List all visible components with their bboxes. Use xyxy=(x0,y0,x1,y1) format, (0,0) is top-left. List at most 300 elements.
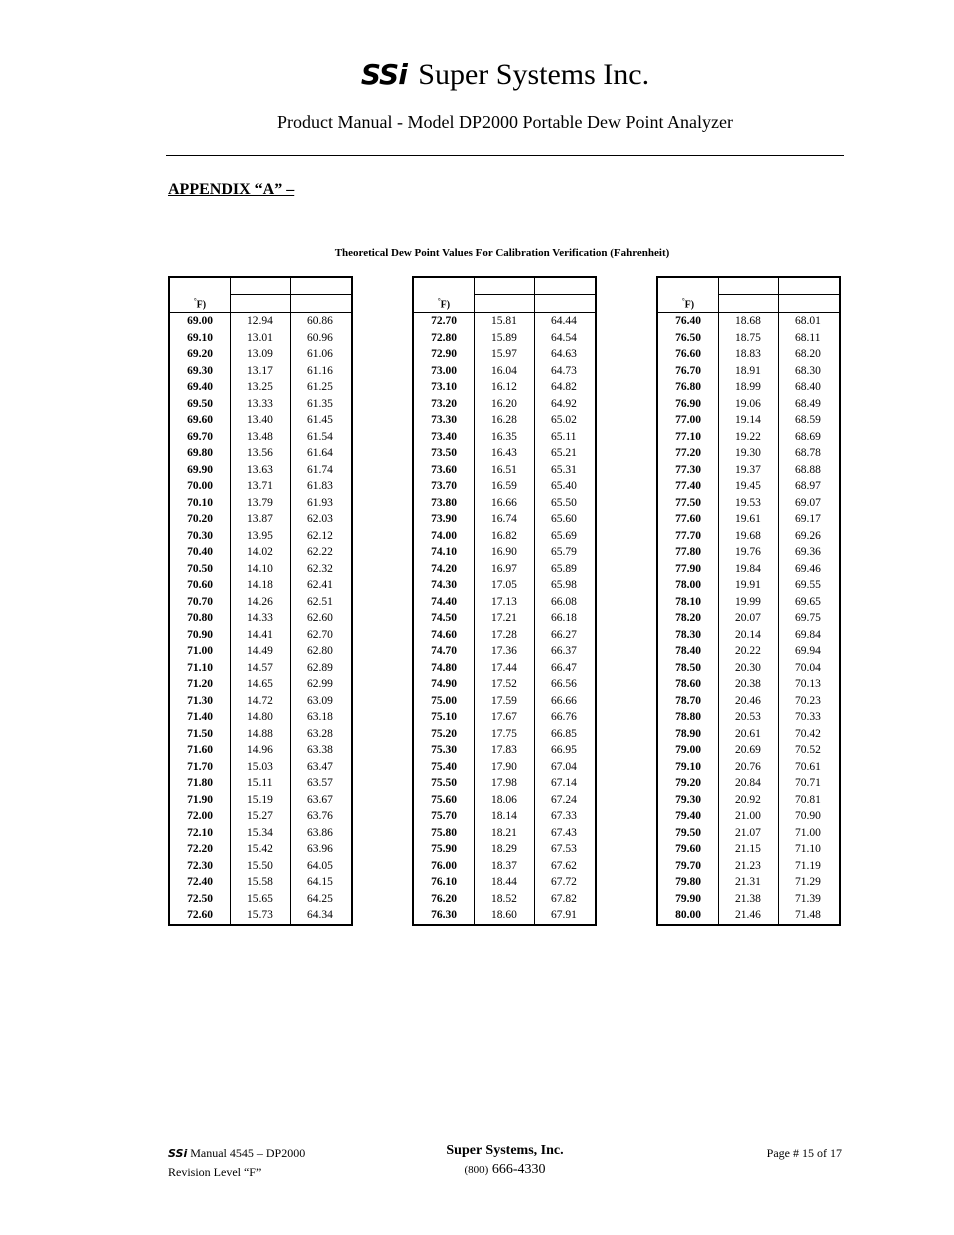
dew-point-cell: 14.18 xyxy=(231,577,291,594)
value-cell: 63.96 xyxy=(291,841,352,858)
table-row xyxy=(657,627,840,644)
value-cell: 68.49 xyxy=(779,396,840,413)
value-cell: 64.05 xyxy=(291,858,352,875)
value-cell: 63.09 xyxy=(291,693,352,710)
manual-number: Manual 4545 – DP2000 xyxy=(190,1146,306,1160)
dew-point-cell: 18.83 xyxy=(719,346,779,363)
temperature-cell: 78.60 xyxy=(657,676,719,693)
dew-point-cell: 17.67 xyxy=(475,709,535,726)
revision-level: Revision Level “F” xyxy=(168,1165,262,1179)
table-row xyxy=(657,396,840,413)
temperature-cell: 79.00 xyxy=(657,742,719,759)
temperature-cell: 70.80 xyxy=(169,610,231,627)
temperature-cell: 73.00 xyxy=(413,363,475,380)
temperature-cell: 78.10 xyxy=(657,594,719,611)
temperature-cell: 73.70 xyxy=(413,478,475,495)
temperature-cell: 72.30 xyxy=(169,858,231,875)
temperature-cell: 71.20 xyxy=(169,676,231,693)
table-row xyxy=(413,610,596,627)
table-row xyxy=(413,330,596,347)
value-cell: 67.62 xyxy=(535,858,596,875)
value-cell: 65.11 xyxy=(535,429,596,446)
dew-point-cell: 21.46 xyxy=(719,907,779,925)
value-cell: 65.89 xyxy=(535,561,596,578)
table-row xyxy=(413,709,596,726)
dew-point-cell: 18.75 xyxy=(719,330,779,347)
ssi-logo: SSi xyxy=(360,58,407,91)
value-cell: 60.86 xyxy=(291,313,352,330)
value-cell: 66.27 xyxy=(535,627,596,644)
value-cell: 71.39 xyxy=(779,891,840,908)
table-row xyxy=(169,792,352,809)
dew-point-cell: 15.19 xyxy=(231,792,291,809)
table-row xyxy=(169,874,352,891)
value-cell: 62.99 xyxy=(291,676,352,693)
dew-point-cell: 14.57 xyxy=(231,660,291,677)
table-row xyxy=(169,660,352,677)
temperature-cell: 70.00 xyxy=(169,478,231,495)
temperature-cell: 72.60 xyxy=(169,907,231,925)
temperature-cell: 69.90 xyxy=(169,462,231,479)
table-row xyxy=(657,363,840,380)
temperature-cell: 76.60 xyxy=(657,346,719,363)
table-row xyxy=(657,330,840,347)
temperature-cell: 76.00 xyxy=(413,858,475,875)
table-row xyxy=(169,412,352,429)
value-cell: 65.98 xyxy=(535,577,596,594)
table-row xyxy=(657,561,840,578)
value-cell: 62.60 xyxy=(291,610,352,627)
dew-point-cell: 20.14 xyxy=(719,627,779,644)
table-row xyxy=(169,429,352,446)
table-row xyxy=(657,528,840,545)
temperature-cell: 74.10 xyxy=(413,544,475,561)
temperature-cell: 76.30 xyxy=(413,907,475,925)
value-cell: 69.17 xyxy=(779,511,840,528)
temperature-cell: 75.10 xyxy=(413,709,475,726)
temperature-cell: 78.70 xyxy=(657,693,719,710)
value-cell: 61.74 xyxy=(291,462,352,479)
dew-point-cell: 19.91 xyxy=(719,577,779,594)
temp-column-header: °F) xyxy=(169,294,231,313)
temperature-cell: 70.90 xyxy=(169,627,231,644)
temperature-cell: 71.80 xyxy=(169,775,231,792)
value-cell: 63.18 xyxy=(291,709,352,726)
temperature-cell: 69.50 xyxy=(169,396,231,413)
table-row xyxy=(413,594,596,611)
value-cell: 64.44 xyxy=(535,313,596,330)
dew-point-cell: 18.44 xyxy=(475,874,535,891)
value-cell: 61.16 xyxy=(291,363,352,380)
temperature-cell: 73.40 xyxy=(413,429,475,446)
dew-point-cell: 13.63 xyxy=(231,462,291,479)
dew-point-cell: 20.69 xyxy=(719,742,779,759)
table-row xyxy=(657,742,840,759)
value-cell: 65.50 xyxy=(535,495,596,512)
table-row xyxy=(657,429,840,446)
value-cell: 62.80 xyxy=(291,643,352,660)
value-cell: 70.13 xyxy=(779,676,840,693)
value-cell: 62.03 xyxy=(291,511,352,528)
table-row xyxy=(657,891,840,908)
value-cell: 67.24 xyxy=(535,792,596,809)
value-cell: 69.75 xyxy=(779,610,840,627)
dew-point-cell: 20.38 xyxy=(719,676,779,693)
value-cell: 70.33 xyxy=(779,709,840,726)
dew-point-cell: 18.29 xyxy=(475,841,535,858)
table-row xyxy=(413,693,596,710)
table-row xyxy=(657,495,840,512)
value-cell: 63.28 xyxy=(291,726,352,743)
table-row xyxy=(657,346,840,363)
dew-point-cell: 17.98 xyxy=(475,775,535,792)
temperature-cell: 75.90 xyxy=(413,841,475,858)
temperature-cell: 77.80 xyxy=(657,544,719,561)
temperature-cell: 77.30 xyxy=(657,462,719,479)
value-cell: 67.33 xyxy=(535,808,596,825)
dew-point-cell: 18.99 xyxy=(719,379,779,396)
value-cell: 65.60 xyxy=(535,511,596,528)
value-cell: 68.78 xyxy=(779,445,840,462)
dew-point-cell: 19.45 xyxy=(719,478,779,495)
temperature-cell: 70.10 xyxy=(169,495,231,512)
dew-point-cell: 18.60 xyxy=(475,907,535,925)
temperature-cell: 74.00 xyxy=(413,528,475,545)
table-row xyxy=(169,808,352,825)
temperature-cell: 77.40 xyxy=(657,478,719,495)
temperature-cell: 73.80 xyxy=(413,495,475,512)
dew-point-cell: 13.17 xyxy=(231,363,291,380)
table-row xyxy=(657,676,840,693)
value-cell: 65.69 xyxy=(535,528,596,545)
dew-point-cell: 12.94 xyxy=(231,313,291,330)
table-row xyxy=(169,528,352,545)
dew-point-cell: 14.10 xyxy=(231,561,291,578)
temperature-cell: 72.10 xyxy=(169,825,231,842)
footer-company-info xyxy=(405,1141,605,1180)
table-row xyxy=(413,742,596,759)
value-cell: 65.79 xyxy=(535,544,596,561)
table-row xyxy=(169,627,352,644)
value-cell: 69.46 xyxy=(779,561,840,578)
temperature-cell: 69.80 xyxy=(169,445,231,462)
temperature-cell: 74.30 xyxy=(413,577,475,594)
table-row xyxy=(413,874,596,891)
value-cell: 66.47 xyxy=(535,660,596,677)
dew-point-cell: 20.30 xyxy=(719,660,779,677)
temperature-cell: 76.80 xyxy=(657,379,719,396)
table-row xyxy=(413,825,596,842)
table-row xyxy=(657,874,840,891)
value-cell: 65.02 xyxy=(535,412,596,429)
dew-point-cell: 21.31 xyxy=(719,874,779,891)
value-cell: 63.86 xyxy=(291,825,352,842)
temperature-cell: 74.60 xyxy=(413,627,475,644)
temperature-cell: 69.60 xyxy=(169,412,231,429)
value-cell: 69.84 xyxy=(779,627,840,644)
temperature-cell: 75.20 xyxy=(413,726,475,743)
value-cell: 71.29 xyxy=(779,874,840,891)
temperature-cell: 79.40 xyxy=(657,808,719,825)
footer-company-name: Super Systems, Inc. xyxy=(446,1143,564,1158)
temperature-cell: 79.20 xyxy=(657,775,719,792)
dew-point-cell: 21.38 xyxy=(719,891,779,908)
value-cell: 69.36 xyxy=(779,544,840,561)
dew-point-cell: 21.00 xyxy=(719,808,779,825)
value-cell: 61.45 xyxy=(291,412,352,429)
dew-point-cell: 19.99 xyxy=(719,594,779,611)
value-cell: 63.47 xyxy=(291,759,352,776)
value-cell: 61.83 xyxy=(291,478,352,495)
table-row xyxy=(169,561,352,578)
temperature-cell: 78.00 xyxy=(657,577,719,594)
temperature-cell: 75.70 xyxy=(413,808,475,825)
table-row xyxy=(169,313,352,330)
dew-point-cell: 17.52 xyxy=(475,676,535,693)
temperature-cell: 76.90 xyxy=(657,396,719,413)
value-cell: 66.56 xyxy=(535,676,596,693)
table-row xyxy=(657,709,840,726)
value-cell: 62.89 xyxy=(291,660,352,677)
table-row xyxy=(413,775,596,792)
value-cell: 67.72 xyxy=(535,874,596,891)
temperature-cell: 72.90 xyxy=(413,346,475,363)
value-cell: 63.67 xyxy=(291,792,352,809)
temperature-cell: 77.90 xyxy=(657,561,719,578)
value-cell: 66.08 xyxy=(535,594,596,611)
temperature-cell: 78.50 xyxy=(657,660,719,677)
temperature-cell: 70.60 xyxy=(169,577,231,594)
table-row xyxy=(413,676,596,693)
dew-point-cell: 18.68 xyxy=(719,313,779,330)
temperature-cell: 73.60 xyxy=(413,462,475,479)
value-cell: 62.32 xyxy=(291,561,352,578)
dew-point-cell: 13.71 xyxy=(231,478,291,495)
value-cell: 68.30 xyxy=(779,363,840,380)
dew-point-cell: 16.12 xyxy=(475,379,535,396)
dew-point-cell: 16.20 xyxy=(475,396,535,413)
temperature-cell: 75.80 xyxy=(413,825,475,842)
table-row xyxy=(413,627,596,644)
value-cell: 65.21 xyxy=(535,445,596,462)
temperature-cell: 70.20 xyxy=(169,511,231,528)
table-row xyxy=(169,396,352,413)
table-row xyxy=(657,792,840,809)
dew-point-cell: 18.14 xyxy=(475,808,535,825)
table-row xyxy=(169,709,352,726)
temperature-cell: 71.30 xyxy=(169,693,231,710)
temperature-cell: 69.30 xyxy=(169,363,231,380)
dew-point-cell: 18.21 xyxy=(475,825,535,842)
value-cell: 62.51 xyxy=(291,594,352,611)
temperature-cell: 79.50 xyxy=(657,825,719,842)
value-cell: 61.93 xyxy=(291,495,352,512)
dew-point-cell: 16.51 xyxy=(475,462,535,479)
value-cell: 66.76 xyxy=(535,709,596,726)
table-row xyxy=(657,825,840,842)
value-cell: 69.65 xyxy=(779,594,840,611)
value-cell: 71.48 xyxy=(779,907,840,925)
temperature-cell: 77.60 xyxy=(657,511,719,528)
dew-point-cell: 15.03 xyxy=(231,759,291,776)
value-cell: 70.90 xyxy=(779,808,840,825)
table-row xyxy=(657,693,840,710)
value-cell: 65.40 xyxy=(535,478,596,495)
table-caption: Theoretical Dew Point Values For Calibration Verification (Fahrenheit) xyxy=(334,247,670,259)
value-cell: 64.25 xyxy=(291,891,352,908)
table-row xyxy=(169,445,352,462)
dew-point-cell: 14.65 xyxy=(231,676,291,693)
table-row xyxy=(657,759,840,776)
table-row xyxy=(169,478,352,495)
table-row xyxy=(657,511,840,528)
table-row xyxy=(169,907,352,925)
dew-point-cell: 13.01 xyxy=(231,330,291,347)
temperature-cell: 74.70 xyxy=(413,643,475,660)
value-cell: 64.63 xyxy=(535,346,596,363)
dew-point-cell: 21.07 xyxy=(719,825,779,842)
temperature-cell: 78.80 xyxy=(657,709,719,726)
dew-point-cell: 15.42 xyxy=(231,841,291,858)
table-row xyxy=(413,907,596,925)
temperature-cell: 76.20 xyxy=(413,891,475,908)
table-row xyxy=(413,561,596,578)
temperature-cell: 73.10 xyxy=(413,379,475,396)
temperature-cell: 79.90 xyxy=(657,891,719,908)
dew-point-cell: 15.89 xyxy=(475,330,535,347)
temperature-cell: 72.20 xyxy=(169,841,231,858)
temperature-cell: 69.40 xyxy=(169,379,231,396)
value-cell: 68.69 xyxy=(779,429,840,446)
table-row xyxy=(413,792,596,809)
table-row xyxy=(169,346,352,363)
dew-point-cell: 15.97 xyxy=(475,346,535,363)
temperature-cell: 72.40 xyxy=(169,874,231,891)
dew-point-cell: 20.46 xyxy=(719,693,779,710)
dew-point-table-3 xyxy=(656,276,841,926)
temperature-cell: 74.40 xyxy=(413,594,475,611)
dew-point-cell: 15.34 xyxy=(231,825,291,842)
table-row xyxy=(657,610,840,627)
dew-point-cell: 13.09 xyxy=(231,346,291,363)
temperature-cell: 74.90 xyxy=(413,676,475,693)
dew-point-cell: 14.41 xyxy=(231,627,291,644)
table-row xyxy=(413,808,596,825)
value-cell: 67.04 xyxy=(535,759,596,776)
temperature-cell: 75.60 xyxy=(413,792,475,809)
temp-column-header: °F) xyxy=(657,294,719,313)
temperature-cell: 71.90 xyxy=(169,792,231,809)
dew-point-cell: 13.33 xyxy=(231,396,291,413)
table-row xyxy=(413,660,596,677)
temperature-cell: 69.10 xyxy=(169,330,231,347)
dew-point-cell: 19.84 xyxy=(719,561,779,578)
value-cell: 66.66 xyxy=(535,693,596,710)
phone-area-code: (800) xyxy=(464,1164,489,1176)
table-row xyxy=(657,445,840,462)
company-name: Super Systems Inc. xyxy=(418,58,650,91)
dew-point-cell: 21.23 xyxy=(719,858,779,875)
dew-point-cell: 13.79 xyxy=(231,495,291,512)
dew-point-cell: 17.90 xyxy=(475,759,535,776)
dew-point-cell: 13.95 xyxy=(231,528,291,545)
value-cell: 68.97 xyxy=(779,478,840,495)
dew-point-cell: 16.35 xyxy=(475,429,535,446)
table-row xyxy=(657,907,840,925)
value-cell: 68.01 xyxy=(779,313,840,330)
dew-point-cell: 13.56 xyxy=(231,445,291,462)
table-row xyxy=(169,511,352,528)
dew-point-cell: 17.83 xyxy=(475,742,535,759)
temperature-cell: 79.30 xyxy=(657,792,719,809)
temperature-cell: 76.70 xyxy=(657,363,719,380)
dew-point-cell: 15.11 xyxy=(231,775,291,792)
dew-point-cell: 14.96 xyxy=(231,742,291,759)
temperature-cell: 79.60 xyxy=(657,841,719,858)
footer-manual-info xyxy=(168,1144,305,1181)
temperature-cell: 78.40 xyxy=(657,643,719,660)
dew-point-cell: 18.06 xyxy=(475,792,535,809)
table-row xyxy=(169,577,352,594)
temperature-cell: 78.30 xyxy=(657,627,719,644)
temperature-cell: 79.10 xyxy=(657,759,719,776)
table-row xyxy=(413,511,596,528)
temperature-cell: 71.10 xyxy=(169,660,231,677)
temperature-cell: 72.50 xyxy=(169,891,231,908)
temperature-cell: 71.00 xyxy=(169,643,231,660)
dew-point-cell: 19.06 xyxy=(719,396,779,413)
appendix-title: APPENDIX “A” – xyxy=(168,181,295,198)
value-cell: 64.15 xyxy=(291,874,352,891)
dew-point-cell: 14.02 xyxy=(231,544,291,561)
value-cell: 71.10 xyxy=(779,841,840,858)
value-cell: 68.40 xyxy=(779,379,840,396)
value-cell: 67.43 xyxy=(535,825,596,842)
footer-ssi-logo: SSi xyxy=(168,1147,188,1160)
table-row xyxy=(657,643,840,660)
value-cell: 68.20 xyxy=(779,346,840,363)
temperature-cell: 73.90 xyxy=(413,511,475,528)
value-cell: 61.25 xyxy=(291,379,352,396)
temperature-cell: 78.20 xyxy=(657,610,719,627)
page-number: Page # 15 of 17 xyxy=(766,1146,842,1160)
dew-point-cell: 20.07 xyxy=(719,610,779,627)
table-row xyxy=(169,544,352,561)
value-cell: 70.04 xyxy=(779,660,840,677)
dew-point-cell: 13.48 xyxy=(231,429,291,446)
table-row xyxy=(657,379,840,396)
dew-point-cell: 15.50 xyxy=(231,858,291,875)
table-row xyxy=(169,594,352,611)
dew-point-cell: 17.75 xyxy=(475,726,535,743)
table-row xyxy=(413,528,596,545)
header-divider xyxy=(166,155,844,156)
dew-point-cell: 19.68 xyxy=(719,528,779,545)
phone-number: 666-4330 xyxy=(491,1162,546,1177)
value-cell: 70.52 xyxy=(779,742,840,759)
table-row xyxy=(657,577,840,594)
temperature-cell: 76.50 xyxy=(657,330,719,347)
value-cell: 63.76 xyxy=(291,808,352,825)
table-row xyxy=(413,346,596,363)
page-header-title xyxy=(0,58,954,92)
dew-point-cell: 13.25 xyxy=(231,379,291,396)
temperature-cell: 79.70 xyxy=(657,858,719,875)
temperature-cell: 71.60 xyxy=(169,742,231,759)
dew-point-cell: 16.97 xyxy=(475,561,535,578)
table-row xyxy=(657,594,840,611)
value-cell: 70.61 xyxy=(779,759,840,776)
